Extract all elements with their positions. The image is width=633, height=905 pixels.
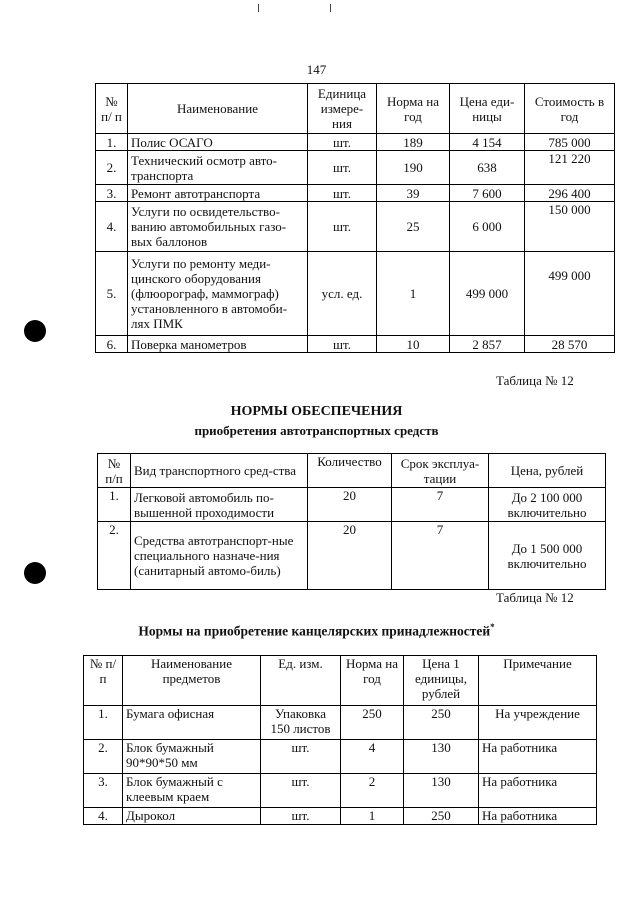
cell-norm: 4: [341, 740, 404, 774]
cell-price: 4 154: [450, 134, 525, 151]
cell-cost: 296 400: [525, 185, 615, 202]
page-number: 147: [306, 62, 327, 77]
scan-mark: [330, 4, 331, 12]
punch-hole: [24, 562, 46, 584]
table-row: [96, 151, 615, 185]
cell-num: 2.: [84, 740, 123, 774]
cell-norm: 10: [377, 336, 450, 353]
table-row: [98, 488, 606, 522]
cell-unit: шт.: [308, 202, 377, 252]
header-price: Цена, рублей: [489, 454, 606, 488]
cell-price: До 1 500 000 включительно: [489, 522, 606, 590]
cell-norm: 190: [377, 151, 450, 185]
cell-price: До 2 100 000 включительно: [489, 488, 606, 522]
cell-num: 5.: [96, 252, 128, 336]
table-subtitle: приобретения автотранспортных средств: [194, 423, 439, 438]
cell-num: 1.: [84, 706, 123, 740]
cell-norm: 189: [377, 134, 450, 151]
cell-price: 250: [404, 808, 479, 825]
table-title: [0, 622, 633, 640]
cell-num: 4.: [84, 808, 123, 825]
table-header-row: [84, 656, 597, 706]
cell-num: 4.: [96, 202, 128, 252]
table-row: [96, 134, 615, 151]
table-row: [84, 808, 597, 825]
cell-num: 3.: [84, 774, 123, 808]
cell-price: 6 000: [450, 202, 525, 252]
header-unit: Ед. изм.: [261, 656, 341, 706]
vehicle-services-table: [95, 83, 615, 353]
cell-norm: 1: [377, 252, 450, 336]
table-title-text: Нормы на приобретение канцелярских принадлежностей: [138, 623, 491, 639]
cell-term: 7: [392, 488, 489, 522]
table-row: [84, 774, 597, 808]
table-caption: Таблица № 12: [496, 373, 574, 388]
cell-name: Технический осмотр авто-транспорта: [128, 151, 308, 185]
cell-cost: 121 220: [525, 151, 615, 185]
cell-note: На работника: [479, 808, 597, 825]
cell-note: На работника: [479, 774, 597, 808]
cell-num: 1.: [96, 134, 128, 151]
cell-name: Услуги по ремонту меди-цинского оборудования (флюорограф, маммограф) установленного в автомоби-лях ПМК: [128, 252, 308, 336]
cell-qty: 20: [308, 488, 392, 522]
cell-unit: шт.: [261, 774, 341, 808]
cell-name: Блок бумажный 90*90*50 мм: [123, 740, 261, 774]
cell-name: Полис ОСАГО: [128, 134, 308, 151]
header-cost: Стоимость в год: [525, 84, 615, 134]
header-num: № п/ п: [96, 84, 128, 134]
footnote-mark: *: [490, 622, 495, 632]
cell-norm: 2: [341, 774, 404, 808]
punch-hole: [24, 320, 46, 342]
cell-price: 130: [404, 774, 479, 808]
table-row: [96, 185, 615, 202]
table-caption: Таблица № 12: [496, 590, 574, 605]
header-name: Наименование предметов: [123, 656, 261, 706]
header-norm: Норма на год: [377, 84, 450, 134]
vehicle-norms-table: [97, 453, 606, 590]
cell-norm: 1: [341, 808, 404, 825]
cell-norm: 250: [341, 706, 404, 740]
table-header-row: [96, 84, 615, 134]
header-note: Примечание: [479, 656, 597, 706]
header-price: Цена 1 единицы, рублей: [404, 656, 479, 706]
table-header-row: [98, 454, 606, 488]
cell-num: 1.: [98, 488, 131, 522]
table-row: [96, 336, 615, 353]
cell-num: 3.: [96, 185, 128, 202]
cell-price: 130: [404, 740, 479, 774]
cell-price: 250: [404, 706, 479, 740]
stationery-norms-table: [83, 655, 597, 825]
cell-unit: шт.: [308, 185, 377, 202]
table-row: [84, 706, 597, 740]
scan-mark: [258, 4, 259, 12]
cell-norm: 25: [377, 202, 450, 252]
header-norm: Норма на год: [341, 656, 404, 706]
cell-name: Ремонт автотранспорта: [128, 185, 308, 202]
cell-price: 7 600: [450, 185, 525, 202]
cell-num: 2.: [98, 522, 131, 590]
header-num: № п/п: [98, 454, 131, 488]
table-title: НОРМЫ ОБЕСПЕЧЕНИЯ: [230, 404, 403, 419]
header-unit: Единица измере-ния: [308, 84, 377, 134]
cell-unit: шт.: [308, 151, 377, 185]
cell-price: 499 000: [450, 252, 525, 336]
cell-type: Средства автотранспорт-ные специального назначе-ния (санитарный автомо-биль): [131, 522, 308, 590]
cell-note: На работника: [479, 740, 597, 774]
cell-unit: усл. ед.: [308, 252, 377, 336]
table-row: [96, 252, 615, 336]
cell-num: 2.: [96, 151, 128, 185]
header-type: Вид транспортного сред-ства: [131, 454, 308, 488]
cell-cost: 785 000: [525, 134, 615, 151]
cell-name: Блок бумажный с клеевым краем: [123, 774, 261, 808]
cell-unit: Упаковка 150 листов: [261, 706, 341, 740]
header-qty: Количество: [308, 454, 392, 488]
cell-name: Дырокол: [123, 808, 261, 825]
cell-note: На учреждение: [479, 706, 597, 740]
cell-name: Бумага офисная: [123, 706, 261, 740]
cell-norm: 39: [377, 185, 450, 202]
cell-unit: шт.: [308, 134, 377, 151]
cell-qty: 20: [308, 522, 392, 590]
cell-term: 7: [392, 522, 489, 590]
header-price: Цена еди-ницы: [450, 84, 525, 134]
cell-cost: 150 000: [525, 202, 615, 252]
cell-num: 6.: [96, 336, 128, 353]
cell-unit: шт.: [308, 336, 377, 353]
header-term: Срок эксплуа-тации: [392, 454, 489, 488]
cell-cost: 28 570: [525, 336, 615, 353]
cell-cost: 499 000: [525, 252, 615, 336]
header-num: № п/п: [84, 656, 123, 706]
table-row: [98, 522, 606, 590]
cell-name: Поверка манометров: [128, 336, 308, 353]
table-row: [96, 202, 615, 252]
cell-name: Услуги по освидетельство-ванию автомобильных газо-вых баллонов: [128, 202, 308, 252]
cell-unit: шт.: [261, 808, 341, 825]
cell-price: 2 857: [450, 336, 525, 353]
header-name: Наименование: [128, 84, 308, 134]
cell-unit: шт.: [261, 740, 341, 774]
table-row: [84, 740, 597, 774]
cell-type: Легковой автомобиль по-вышенной проходимости: [131, 488, 308, 522]
cell-price: 638: [450, 151, 525, 185]
